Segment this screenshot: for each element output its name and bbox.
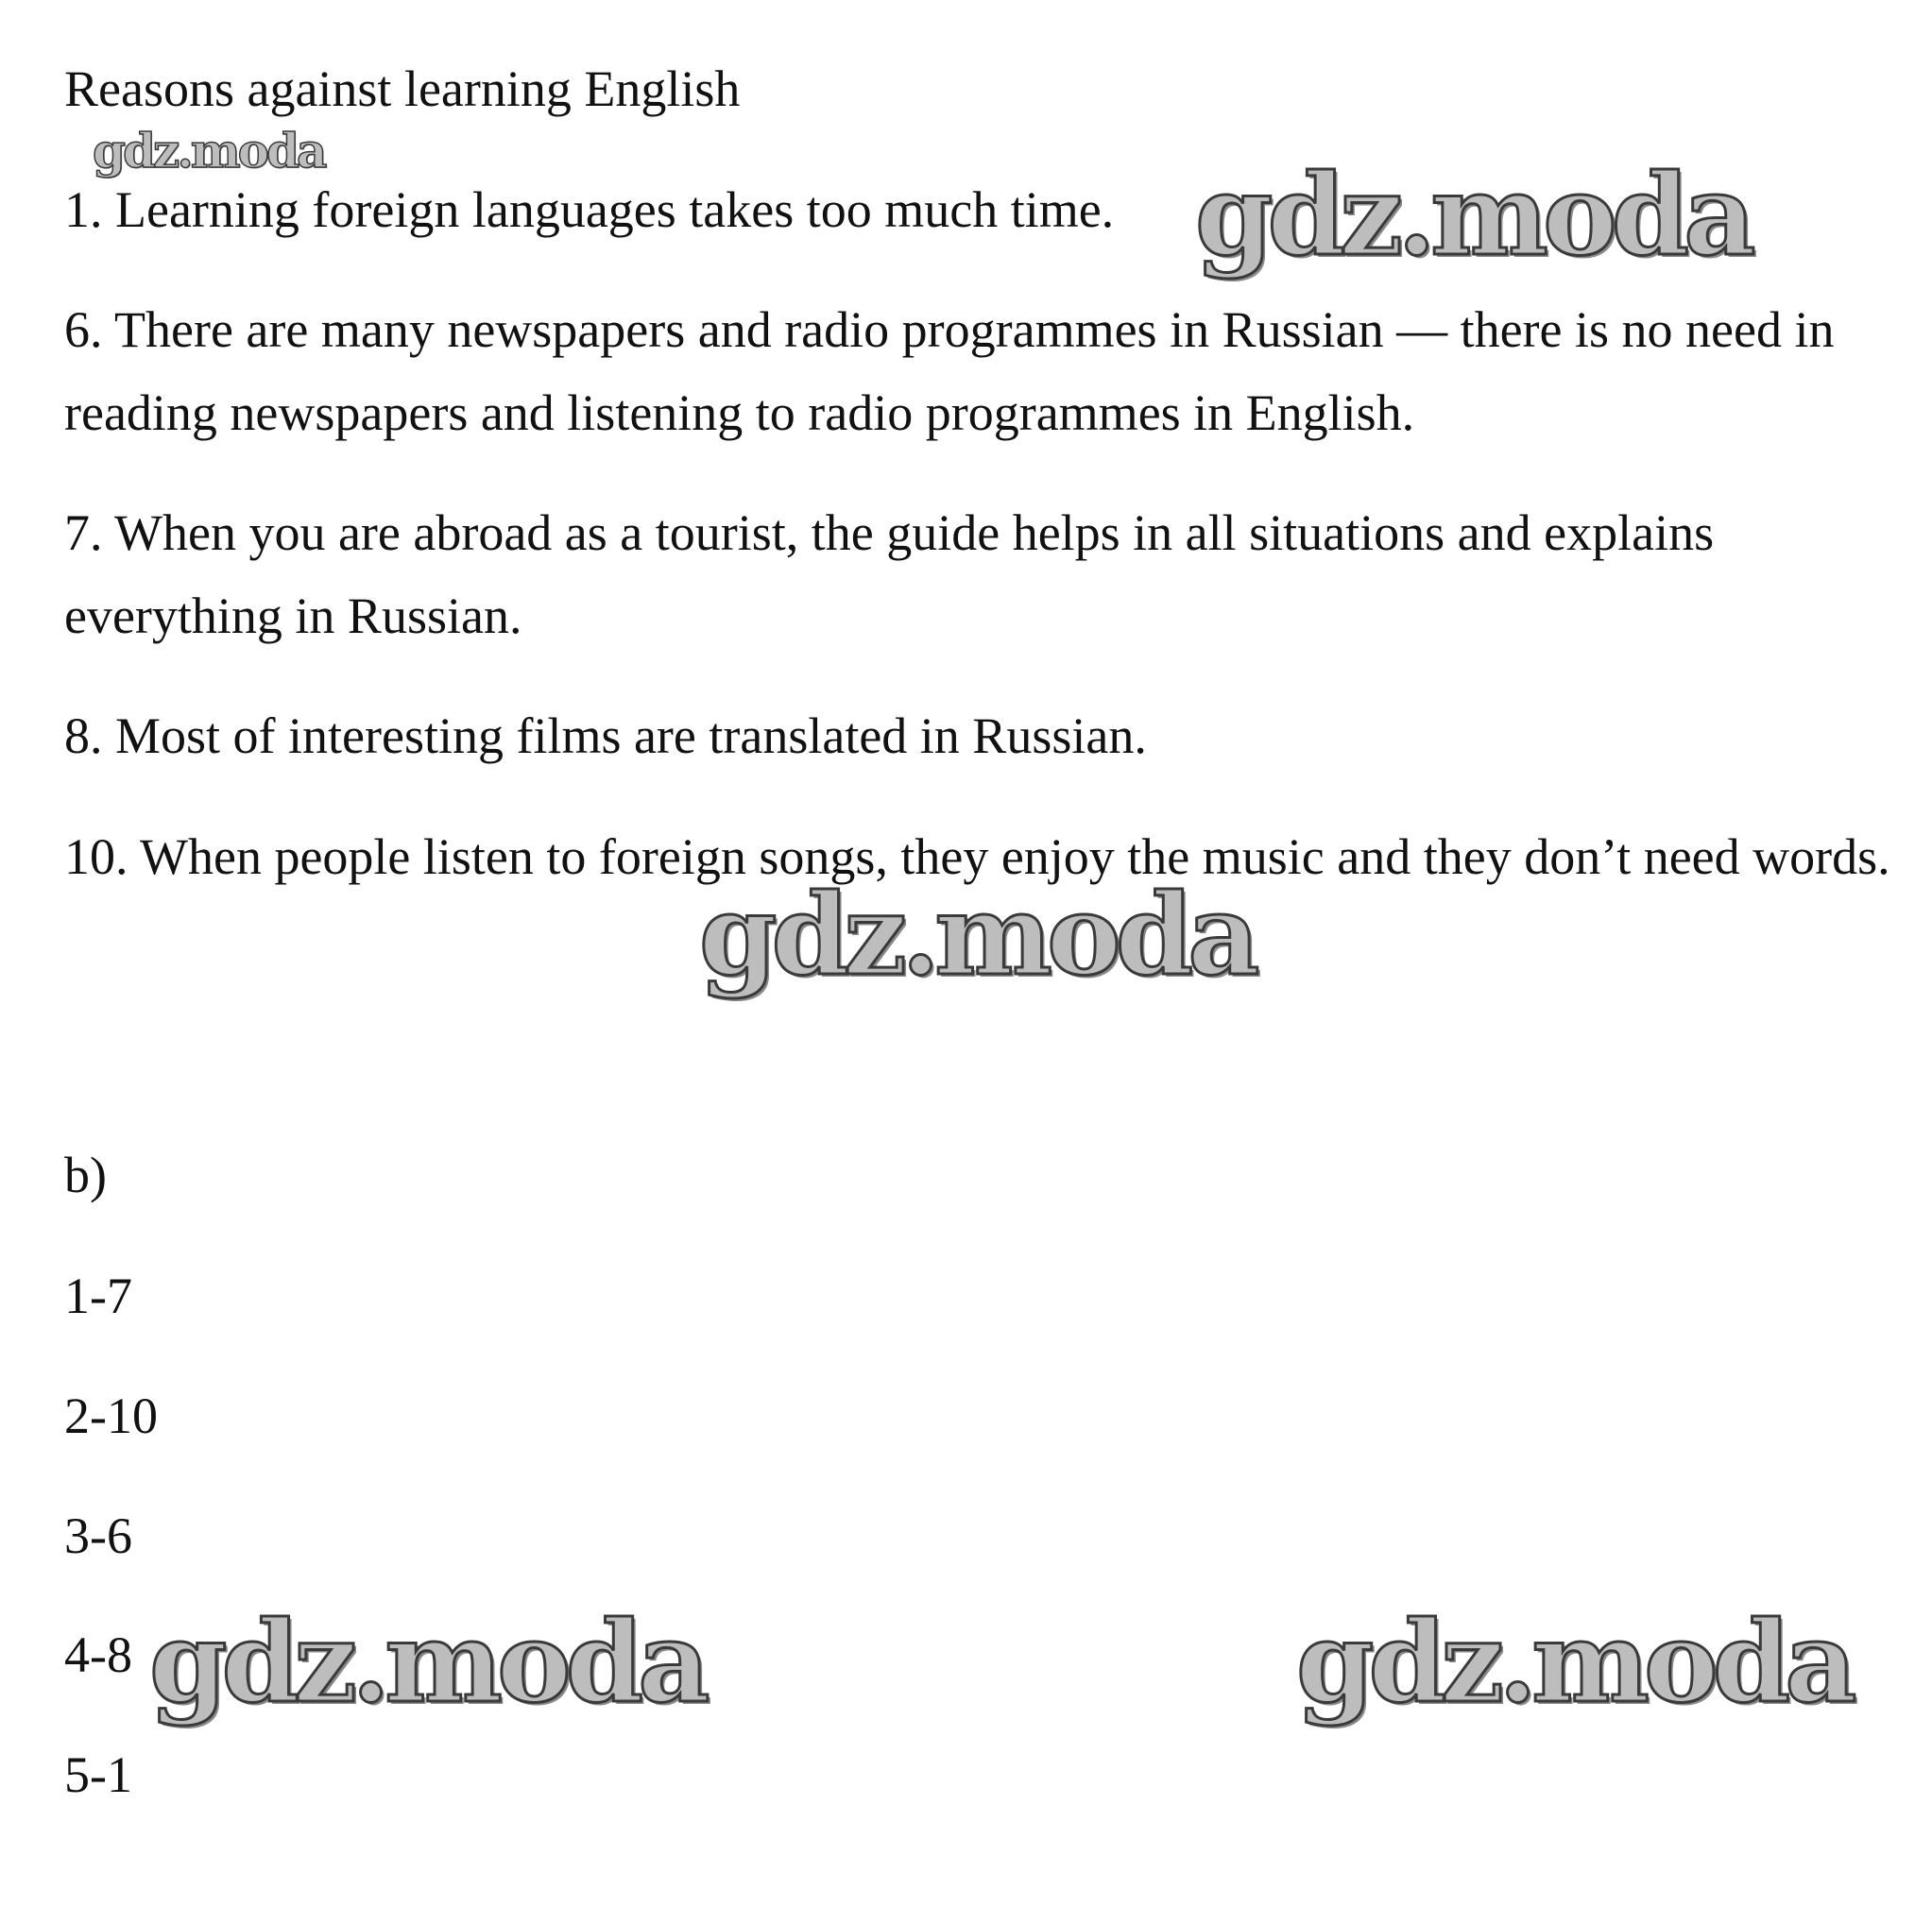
match-item-5: 5-1 — [64, 1746, 132, 1803]
watermark-logo-middle: gdz.moda — [699, 869, 1255, 1000]
reason-item-6: 6. There are many newspapers and radio programmes in Russian — there is no need in reading newspapers and listening to radio programmes in English. — [64, 301, 1835, 441]
watermark-logo-bottom-right: gdz.moda — [1296, 1596, 1852, 1728]
match-item-2: 2-10 — [64, 1388, 158, 1444]
match-item-4: 4-8 — [64, 1626, 132, 1683]
reason-item-10: 10. When people listen to foreign songs, they enjoy the music and they don’t need words. — [64, 828, 1890, 885]
watermark-logo-bottom-left: gdz.moda — [149, 1596, 705, 1728]
page-heading: Reasons against learning English — [64, 60, 741, 117]
match-item-1: 1-7 — [64, 1268, 132, 1324]
match-item-3: 3-6 — [64, 1507, 132, 1564]
section-b-label: b) — [64, 1147, 107, 1203]
reason-item-8: 8. Most of interesting films are translated in Russian. — [64, 707, 1147, 764]
reason-item-1: 1. Learning foreign languages takes too much time. — [64, 181, 1115, 238]
watermark-logo-top: gdz.moda — [1195, 149, 1751, 281]
reason-item-7: 7. When you are abroad as a tourist, the guide helps in all situations and explains everything in Russian. — [64, 504, 1715, 644]
watermark-logo-small: gdz.moda — [93, 123, 325, 179]
